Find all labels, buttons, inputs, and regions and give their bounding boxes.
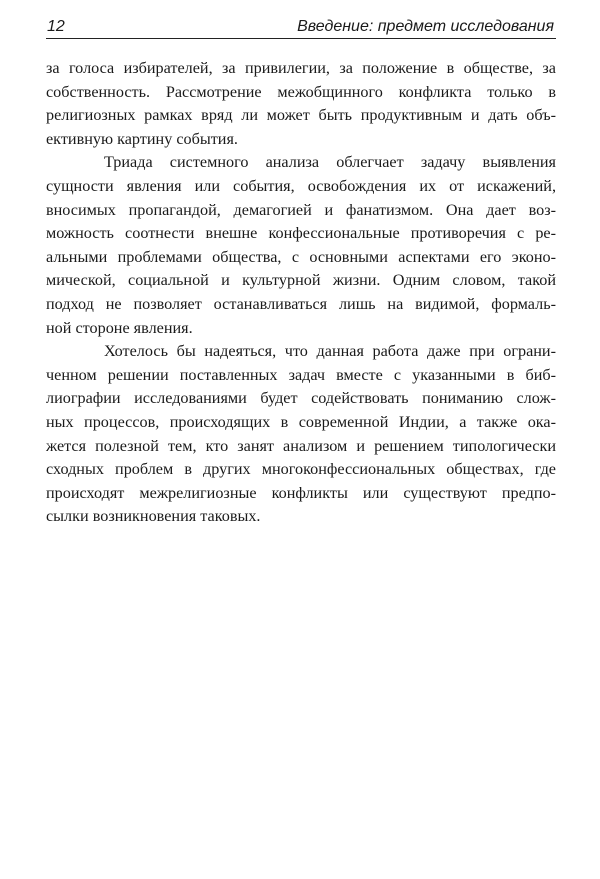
text-line: мической, социальной и культурной жизни. Одним словом, такой [46, 271, 556, 290]
text-line: ной стороне явления. [46, 318, 193, 337]
text-line: Хотелось бы надеяться, что данная работа даже при ограни- [104, 342, 556, 361]
page-number: 12 [47, 18, 65, 35]
text-line: собственность. Рассмотрение межобщинного конфликта только в [46, 82, 556, 101]
text-line: ективную картину события. [46, 129, 238, 148]
text-line: сылки возникновения таковых. [46, 507, 261, 526]
text-line: альными проблемами общества, с основными аспектами его эконо- [46, 247, 556, 266]
text-line: лиографии исследованиями будет содействовать пониманию слож- [46, 389, 556, 408]
text-line: религиозных рамках вряд ли может быть продуктивным и дать объ- [46, 106, 556, 125]
text-line: жется полезной тем, кто занят анализом и решением типологически [46, 436, 556, 455]
text-line: вносимых пропагандой, демагогией и фанатизмом. Она дает воз- [46, 200, 556, 219]
text-line: за голоса избирателей, за привилегии, за положение в обществе, за [46, 59, 556, 77]
text-line: можность соотнести внешне конфессиональные противоречия с ре- [46, 224, 556, 243]
text-line: сущности явления или события, освобождения их от искажений, [46, 176, 556, 195]
text-line: ченном решении поставленных задач вместе с указанными в биб- [46, 365, 556, 384]
text-line: подход не позволяет останавливаться лишь на видимой, формаль- [46, 294, 556, 313]
text-line: сходных проблем в других многоконфессиональных обществах, где [46, 460, 556, 479]
text-line: происходят межрелигиозные конфликты или существуют предпо- [46, 483, 556, 502]
chapter-title: Введение: предмет исследования [297, 18, 554, 35]
text-line: ных процессов, происходящих в современной Индии, а также ока- [46, 412, 556, 431]
body-text [46, 57, 556, 529]
text-line: Триада системного анализа облегчает задачу выявления [104, 153, 556, 172]
running-head [46, 14, 556, 39]
